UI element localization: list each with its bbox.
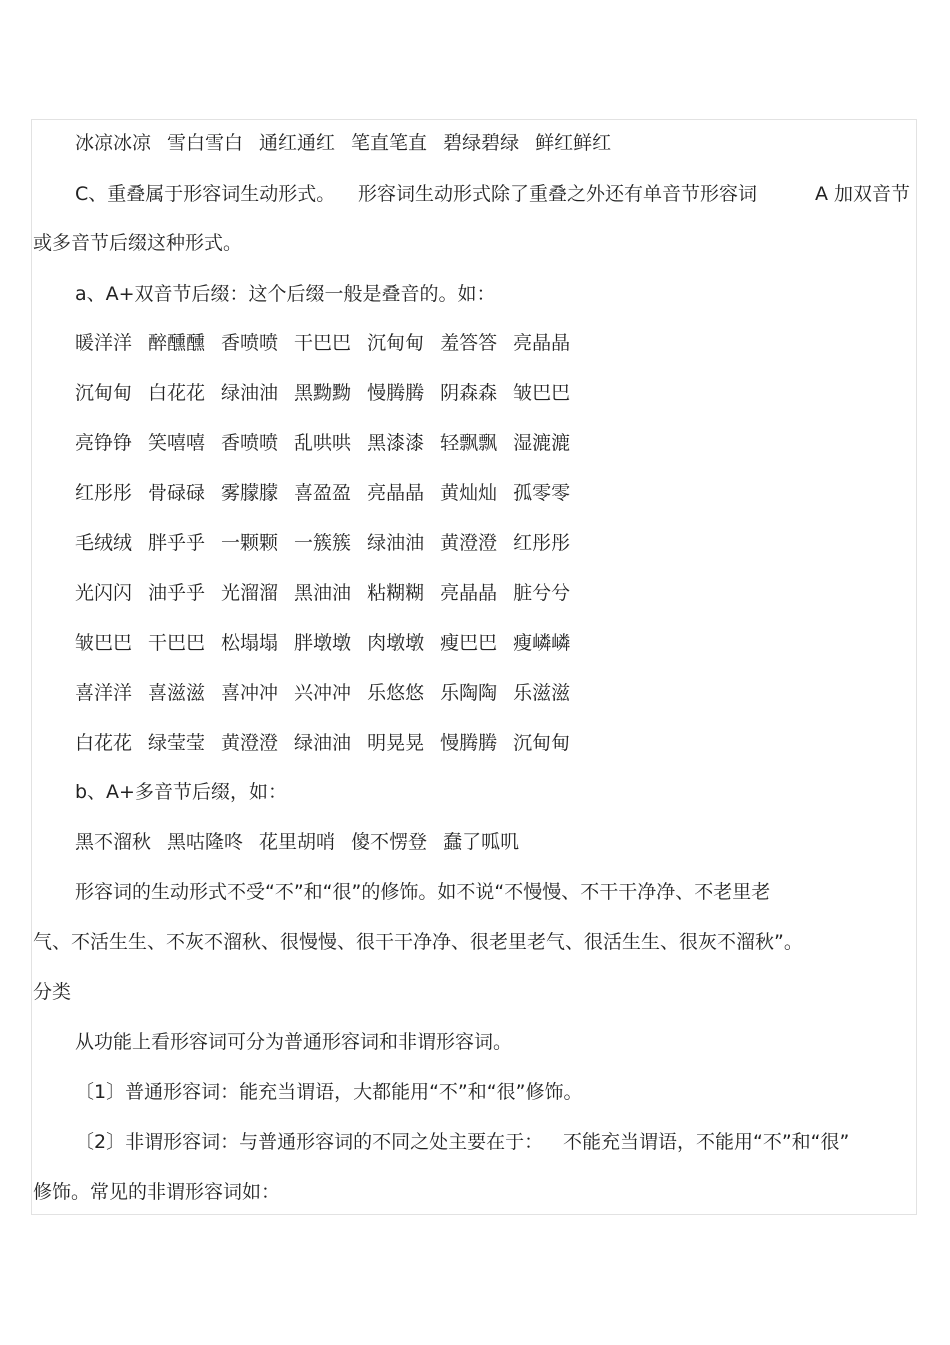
word: 轻飘飘 bbox=[440, 432, 498, 454]
word: 明晃晃 bbox=[367, 732, 425, 754]
word: 傻不愣登 bbox=[351, 831, 428, 853]
note-line-1: 形容词的生动形式不受“不”和“很”的修饰。如不说“不慢慢、不干干净净、不老里老 bbox=[75, 881, 771, 903]
word: 白花花 bbox=[75, 732, 133, 754]
word: 皱巴巴 bbox=[513, 382, 571, 404]
word: 红彤彤 bbox=[75, 482, 133, 504]
para-c-part3: A 加双音节 bbox=[815, 183, 911, 205]
word: 亮晶晶 bbox=[440, 582, 498, 604]
word: 骨碌碌 bbox=[148, 482, 206, 504]
a-example-row bbox=[75, 731, 586, 755]
word: 乐滋滋 bbox=[513, 682, 571, 704]
note-line-2: 气、不活生生、不灰不溜秋、很慢慢、很干干净净、很老里老气、很活生生、很灰不溜秋”。 bbox=[33, 931, 803, 953]
word: 兴冲冲 bbox=[294, 682, 352, 704]
word: 香喷喷 bbox=[221, 432, 279, 454]
word: 乐陶陶 bbox=[440, 682, 498, 704]
word: 绿油油 bbox=[221, 382, 279, 404]
word: 笔直笔直 bbox=[351, 132, 428, 154]
word: 鲜红鲜红 bbox=[535, 132, 612, 154]
word: 冰凉冰凉 bbox=[75, 132, 152, 154]
word: 羞答答 bbox=[440, 332, 498, 354]
word: 亮铮铮 bbox=[75, 432, 133, 454]
word: 白花花 bbox=[148, 382, 206, 404]
para-c-part1: C、重叠属于形容词生动形式。 bbox=[75, 183, 336, 205]
word: 黄灿灿 bbox=[440, 482, 498, 504]
word: 黄澄澄 bbox=[221, 732, 279, 754]
word: 亮晶晶 bbox=[513, 332, 571, 354]
word: 慢腾腾 bbox=[440, 732, 498, 754]
word: 黑漆漆 bbox=[367, 432, 425, 454]
b-examples bbox=[75, 830, 535, 854]
word: 乱哄哄 bbox=[294, 432, 352, 454]
word: 黑不溜秋 bbox=[75, 831, 152, 853]
reduplication-examples bbox=[75, 131, 627, 155]
word: 暖洋洋 bbox=[75, 332, 133, 354]
word: 毛绒绒 bbox=[75, 532, 133, 554]
word: 光闪闪 bbox=[75, 582, 133, 604]
word: 沉甸甸 bbox=[367, 332, 425, 354]
word: 孤零零 bbox=[513, 482, 571, 504]
word: 通红通红 bbox=[259, 132, 336, 154]
a-example-row bbox=[75, 631, 586, 655]
word: 油乎乎 bbox=[148, 582, 206, 604]
word: 干巴巴 bbox=[294, 332, 352, 354]
item-2-part2: 不能充当谓语，不能用“不”和“很” bbox=[563, 1131, 850, 1153]
item-2-line-2: 修饰。常见的非谓形容词如： bbox=[33, 1181, 281, 1203]
word: 胖乎乎 bbox=[148, 532, 206, 554]
word: 皱巴巴 bbox=[75, 632, 133, 654]
word: 阴森森 bbox=[440, 382, 498, 404]
subheading-a: a、A+双音节后缀：这个后缀一般是叠音的。如： bbox=[75, 283, 496, 305]
word: 绿油油 bbox=[367, 532, 425, 554]
word: 香喷喷 bbox=[221, 332, 279, 354]
word: 胖墩墩 bbox=[294, 632, 352, 654]
word: 光溜溜 bbox=[221, 582, 279, 604]
word: 喜冲冲 bbox=[221, 682, 279, 704]
word: 红彤彤 bbox=[513, 532, 571, 554]
subheading-b: b、A+多音节后缀，如： bbox=[75, 781, 287, 803]
word: 脏兮兮 bbox=[513, 582, 571, 604]
word: 醉醺醺 bbox=[148, 332, 206, 354]
word: 绿油油 bbox=[294, 732, 352, 754]
word: 瘦巴巴 bbox=[440, 632, 498, 654]
section-heading: 分类 bbox=[33, 981, 72, 1003]
function-line: 从功能上看形容词可分为普通形容词和非谓形容词。 bbox=[75, 1031, 513, 1053]
word: 雪白雪白 bbox=[167, 132, 244, 154]
word: 干巴巴 bbox=[148, 632, 206, 654]
word: 喜盈盈 bbox=[294, 482, 352, 504]
item-2-part1: 〔2〕非谓形容词：与普通形容词的不同之处主要在于： bbox=[75, 1131, 544, 1153]
para-c-part2: 形容词生动形式除了重叠之外还有单音节形容词 bbox=[358, 183, 758, 205]
word: 碧绿碧绿 bbox=[443, 132, 520, 154]
word: 黑咕隆咚 bbox=[167, 831, 244, 853]
word: 花里胡哨 bbox=[259, 831, 336, 853]
a-example-row bbox=[75, 331, 586, 355]
word: 一颗颗 bbox=[221, 532, 279, 554]
word: 黑黝黝 bbox=[294, 382, 352, 404]
word: 喜洋洋 bbox=[75, 682, 133, 704]
word: 黄澄澄 bbox=[440, 532, 498, 554]
word: 蠢了呱叽 bbox=[443, 831, 520, 853]
a-example-row bbox=[75, 381, 586, 405]
a-example-row bbox=[75, 481, 586, 505]
word: 雾朦朦 bbox=[221, 482, 279, 504]
a-example-row bbox=[75, 431, 586, 455]
a-example-row bbox=[75, 581, 586, 605]
a-example-row bbox=[75, 681, 586, 705]
word: 瘦嶙嶙 bbox=[513, 632, 571, 654]
word: 肉墩墩 bbox=[367, 632, 425, 654]
word: 沉甸甸 bbox=[75, 382, 133, 404]
word: 粘糊糊 bbox=[367, 582, 425, 604]
word: 笑嘻嘻 bbox=[148, 432, 206, 454]
word: 一簇簇 bbox=[294, 532, 352, 554]
para-c-part4: 或多音节后缀这种形式。 bbox=[33, 232, 243, 254]
a-example-row bbox=[75, 531, 586, 555]
word: 沉甸甸 bbox=[513, 732, 571, 754]
word: 绿莹莹 bbox=[148, 732, 206, 754]
word: 亮晶晶 bbox=[367, 482, 425, 504]
word: 乐悠悠 bbox=[367, 682, 425, 704]
word: 湿漉漉 bbox=[513, 432, 571, 454]
word: 喜滋滋 bbox=[148, 682, 206, 704]
item-1: 〔1〕普通形容词：能充当谓语，大都能用“不”和“很”修饰。 bbox=[75, 1081, 583, 1103]
word: 慢腾腾 bbox=[367, 382, 425, 404]
word: 松塌塌 bbox=[221, 632, 279, 654]
word: 黑油油 bbox=[294, 582, 352, 604]
